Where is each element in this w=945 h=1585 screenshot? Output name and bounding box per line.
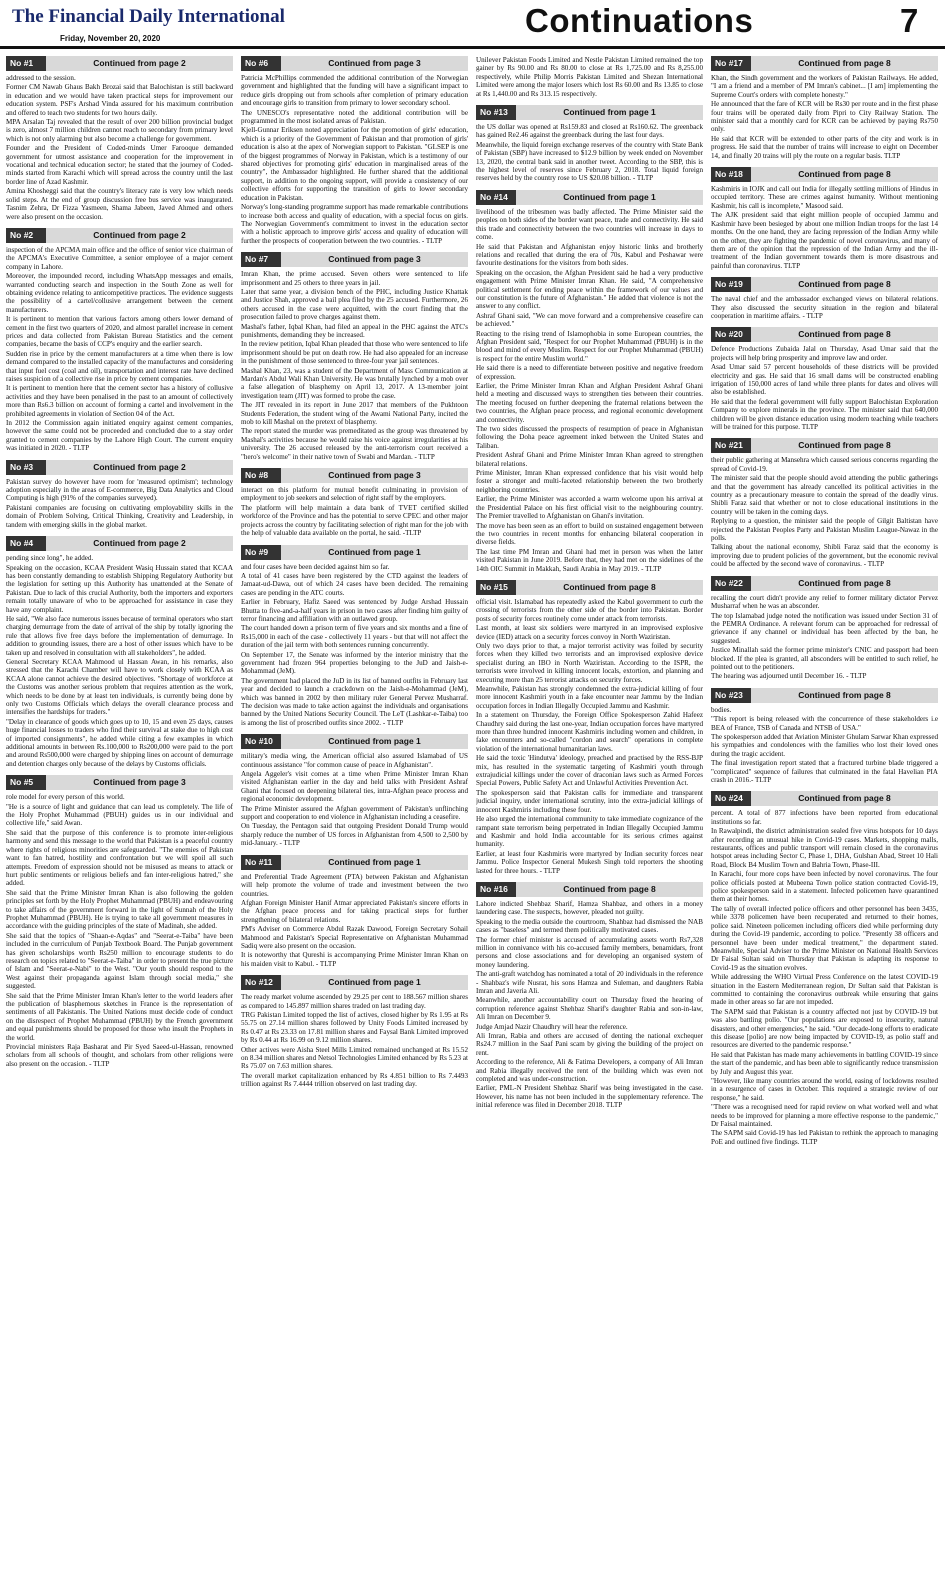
story-body (6, 478, 233, 529)
paragraph: pending since long", he added. (6, 554, 94, 563)
paragraph: Provincial ministers Raja Basharat and Pir Syed Saeed-ul-Hassan, renowned scholars from all schools of thought, and scholars from other religions were also present on the occasion. - TLTP (6, 1043, 233, 1068)
paragraph: He said that KCR will be extended to other parts of the city and work is in progress. He said that the number of trains will increase to eight on December 14, and finally 20 trains will ply the route on a regular basis. TLTP (711, 134, 938, 160)
paragraph: and Preferential Trade Agreement (PTA) between Pakistan and Afghanistan will help promote the volume of trade and investment between the two countries. (241, 872, 468, 898)
paragraph: The spokesperson said that Pakistan calls for immediate and transparent judicial inquiry, under international scrutiny, into the extra-judicial killings of innocent Kashmiris including these four. (476, 788, 703, 814)
paragraph: While addressing the WHO Virtual Press Conference on the latest COVID-19 situation in the Eastern Mediterranean region, Dr Sultan said that Pakistan is committed to containing the coronavirus outbreak while ensuring that gains made in other areas so far are not impeded. (711, 973, 938, 1007)
continued-story (476, 580, 703, 875)
story-number: No #6 (241, 56, 281, 71)
paragraph: She said that the topics of "Shaan-e-Aqdas" and "Seerat-e-Taiba" have been included in the curriculum of Punjab Textbook Board. The Punjab government has given scholarships worth Rs250 million to encourage students to do research on topics related to "Seerat-e-Taiba" in order to present the true picture of Islam and "Seerat-e-Nabi" to the West. "Our youth should respond to the West against their propaganda against Islam through social media," she suggested. (6, 931, 233, 991)
paragraph: inspection of the APCMA main office and the office of senior vice chairman of the APCMA's Executive Committee, a senior employee of a major cement company in Lahore. (6, 245, 233, 271)
paragraph: Kjell-Gunnar Eriksen noted appreciation for the promotion of girls' education, which is a priority of the Government of Pakistan and that promotion of girls' education is also at the apex of Norwegian support to Pakistan. "GLSEP is one of the biggest programmes of Norway in Pakistan, which is a testimony of our shared objectives for promoting girls' education in marginalised areas of the country", the Ambassador highlighted. He further shared that the additional support, in addition to the ongoing support, will provide a consistency of our collective efforts for supporting the transition of girls to lower secondary education in Pakistan. (241, 126, 468, 202)
story-header (711, 277, 938, 292)
story-header (241, 468, 468, 483)
paragraph: MPA Arsalan Taj revealed that the result of over 200 billion provincial budget is zero, almost 7 million children cannot reach to secondary from primary level which is not only alarming but also become a challenge for government. (6, 118, 233, 143)
paragraph: She said that the Prime Minister Imran Khan is also following the golden principles set forth by the Holy Prophet Muhammad (PBUH) and endeavouring to take affairs of the government forward in the light of Sunnah of the Holy Prophet Muhammad (PBUH). He is trying to take all government measures in accordance with the guiding principles of the state of Madinah, she added. (6, 888, 233, 931)
paragraph: role model for every person of this world. (6, 793, 125, 802)
paragraph: Only two days prior to that, a major terrorist activity was foiled by security forces when they killed two terrorists and an improvised explosive device specialist during an IBO in North Waziristan. According to the ISPR, the terrorists were involved in killing innocent locals, extortion, and planning and executing more than 25 terrorist attacks on security forces. (476, 641, 703, 684)
story-header (241, 545, 468, 560)
story-body (711, 74, 938, 160)
paragraph: Other actives were Aisha Steel Mills Limited remained unchanged at Rs 15.52 on 8.34 million shares and Netsol Technologies Limited enhanced by Rs 5.23 at Rs 75.07 on 7.63 million shares. (241, 1045, 468, 1071)
column-3 (476, 56, 703, 1581)
paragraph: Sudden rise in price by the cement manufacturers at a time when there is low demand compared to the installed capacity of the manufactures and considering that input fuel cost (coal and oil), transportation and interest rate have declined raises suspicion of a collective rise in price by cement companies. (6, 349, 233, 383)
continued-story (241, 252, 468, 461)
story-number: No #14 (476, 190, 516, 205)
paragraph: "He is a source of light and guidance that can lead us completely. The life of the Holy Prophet Muhammad (PBUH) guides us in our individual and collective life," said Awan. (6, 802, 233, 828)
paragraph: Amina Khosheggi said that the country's literacy rate is very low which needs solid steps. At the end of group discussion free bus service was inaugurated. Tasnim Zehra, Dr Fizza Yasmeen, Shama Jabeen, Javed Ahmed and others were also present on the occasion. (6, 187, 233, 221)
paragraph: The SAPM said that Pakistan is a country affected not just by COVID-19 but was also battling polio. "Our populations are exposed to insecurity, natural disasters, and other emergencies," he said. "Our decade-long efforts to eradicate this disease [polio] are now being impacted by COVID-19, as polio staff and resources are diverted to the pandemic response." (711, 1007, 938, 1050)
continued-story (241, 975, 468, 1088)
continued-from-label: Continued from page 3 (328, 254, 421, 265)
story-body (6, 554, 233, 768)
newspaper-name: The Financial Daily International (12, 6, 285, 27)
continued-from-label: Continued from page 1 (563, 191, 656, 202)
paragraph: He also urged the international community to take immediate cognizance of the rampant state terrorism being perpetrated in Indian Illegally Occupied Jammu and Kashmir and hold India accountable for its serious crimes against humanity. (476, 815, 703, 849)
paragraph: Pakistani companies are focusing on cultivating employability skills in the domain of Problem Solving, Critical Thinking, Creativity and Leadership, in tandem with emerging skills in the global market. (6, 503, 233, 529)
continued-from-label: Continued from page 8 (798, 793, 891, 804)
paragraph: Imran Khan, the prime accused. Seven others were sentenced to life imprisonment and 25 others to three years in jail. (241, 270, 468, 287)
paragraph: Ashraf Ghani said, "We can move forward and a comprehensive ceasefire can be achieved." (476, 311, 703, 329)
paragraph: Founder and the President of Coded-minds Umer Farooque demanded government for utmost assistance and cooperation for the improvement in vocational and technical education sector; he stated that the journey of Coded-minds started from Karachi which will spread across the country until the last border line of Azad Kashmir. (6, 144, 233, 186)
paragraph: The tally of overall infected police officers and other personnel has been 3435, while 3378 policemen have been recuperated and returned to their homes, police said. Nineteen policemen including officers died while performing duty during the Covid-19 pandemic, according to police. "Presently 38 officers and personnel have been under medical treatment," the department stated. Meanwhile, Special Adviser to the Prime Minister on National Health Services Dr Faisal Sultan said on Thursday that Pakistan is adapting its response to Covid-19 as the situation evolves. (711, 904, 938, 972)
paragraph: The overall market capitalization enhanced by Rs 4.851 billion to Rs 7.4493 trillion against Rs 7.4444 trillion observed on last trading day. (241, 1071, 468, 1089)
story-body (241, 74, 468, 245)
paragraph: On Tuesday, the Pentagon said that outgoing President Donald Trump would sharply reduce the number of US forces in Afghanistan from 4,500 to 2,500 by mid-January. - TLTP (241, 822, 468, 848)
paragraph: Speaking on the occasion, KCAA President Wasiq Hussain stated that KCAA has been constantly demanding to establish Shipping Regulatory Authority but the legislation for setting up this Authority has unattended at the Senate of Pakistan. Due to lack of this crucial Authority, both the importers and exporters remain totally unaware of who to be approached for assistance in case they have any complaint. (6, 563, 233, 614)
story-header (476, 580, 703, 595)
issue-date: Friday, November 20, 2020 (60, 34, 161, 43)
continued-from-label: Continued from page 3 (328, 470, 421, 481)
story-header (241, 855, 468, 870)
paragraph: A total of 41 cases have been registered by the CTD against the leaders of Jamaat-ud-Dawa, out of which 24 cases have been decided. The remaining cases are pending in the ATC courts. (241, 571, 468, 597)
paragraph: According to the reference, Ali & Fatima Developers, a company of Ali Imran and Rabia illegally received the rent of the building which was even not completed and was under-construction. (476, 1058, 703, 1084)
continued-from-label: Continued from page 8 (798, 169, 891, 180)
paragraph: The top Islamabad judge noted the notification was issued under Section 31 of the PEMRA Ordinance. A relevant forum can be approached for redressal of grievance if any channel or individual has been affected by the ban, he suggested. (711, 611, 938, 645)
paragraph: He said there is a need to differentiate between positive and negative freedom of expression. (476, 364, 703, 381)
paragraph: The hearing was adjourned until December 16. - TLTP (711, 672, 867, 681)
paragraph: bodies. (711, 705, 732, 714)
story-number: No #12 (241, 975, 281, 990)
column-2 (241, 56, 468, 1581)
continued-story (711, 791, 938, 1146)
paragraph: The report stated the murder was premeditated as the group was threatened by Mashal's activities because he would raise his voice against irregularities at his university. The 26 accused released by the anti-terrorism court received a "hero's welcome" in their native town of Swabi and Mardan. - TLTP (241, 427, 468, 461)
continued-story (711, 167, 938, 270)
story-body (711, 809, 938, 1146)
paragraph: The SAPM said Covid-19 has led Pakistan to rethink the approach to managing PoE and outlined five findings. TLTP (711, 1129, 938, 1146)
continued-story (6, 460, 233, 529)
story-number: No #11 (241, 855, 281, 870)
continued-from-label: Continued from page 1 (328, 856, 421, 867)
paragraph: The JIT revealed in its report in June 2017 that members of the Pukhtoon Students Federation, the student wing of the Awami National Party, incited the mob to kill Mashal on the pretext of blasphemy. (241, 401, 468, 427)
paragraph: He said that Pakistan and Afghanistan enjoy historic links and brotherly relations and recalled that during the era of 70s, Kabul and Peshawar were favourite destinations for the visitors from both sides. (476, 242, 703, 268)
story-body (241, 752, 468, 847)
story-number: No #9 (241, 545, 281, 560)
continued-story (476, 56, 703, 98)
continued-story (711, 56, 938, 160)
paragraph: Reacting to the rising trend of Islamophobia in some European countries, the Afghan President said, "Respect for our Prophet Muhammad (PBUH) is in the blood and mind of every Muslim. Respect for our Prophet Muhammad (PBUH) is respect for the entire Muslim world." (476, 329, 703, 363)
story-body (711, 456, 938, 568)
continued-from-label: Continued from page 1 (563, 107, 656, 118)
paragraph: Mashal's father, Iqbal Khan, had filed an appeal in the PHC against the ATC's punishments, demanding they be increased. (241, 322, 468, 339)
story-number: No #7 (241, 252, 281, 267)
story-body (476, 56, 703, 98)
paragraph: In Karachi, four more cops have been infected by novel coronavirus. The four police officials posted at Mubeena Town police station contracted Covid-19, police spokesperson said in a statement. Infected policemen have quarantined them at their homes. (711, 870, 938, 904)
paragraph: "There was a recognised need for rapid review on what worked well and what needs to be improved for planning a more effective response to the pandemic," Dr Faisal maintained. (711, 1103, 938, 1129)
header-rule (0, 46, 945, 49)
story-number: No #4 (6, 536, 46, 551)
continued-from-label: Continued from page 8 (798, 577, 891, 588)
paragraph: Lahore indicted Shehbaz Sharif, Hamza Shahbaz, and others in a money laundering case. The suspects, however, pleaded not guilty. (476, 899, 703, 917)
paragraph: Ali Imran, Rabia and others are accused of denting the national exchequer Rs24.7 million in the Saaf Pani scam by giving the building of the project on rent. (476, 1032, 703, 1057)
continued-story (241, 734, 468, 847)
column-4 (711, 56, 938, 1581)
paragraph: Moreover, the impounded record, including WhatsApp messages and emails, warranted conducting search and inspection in the South Zone as well for obtaining evidence relating to anticompetitive practices. The evidence suggests the possibility of a cartel/collusive arrangement between the cement manufacturers. (6, 272, 233, 314)
paragraph: The last time PM Imran and Ghani had met in person was when the latter visited Pakistan in June 2019. Before that, they had met on the sidelines of the 14th OIC Summit in Makkah, Saudi Arabia in May 2019. - TLTP (476, 547, 703, 573)
story-header (6, 228, 233, 243)
paragraph: Speaking on the occasion, the Afghan President said he had a very productive engagement with Prime Minister Imran Khan. He said, "A comprehensive political settlement for ending peace within the framework of our values and our constitution is the future of Afghanistan." He added that violence is not the answer to any conflict. (476, 268, 703, 311)
paragraph: percent. A total of 877 infections have been reported from educational institutions so far. (711, 809, 938, 826)
masthead (0, 0, 945, 64)
paragraph: It is noteworthy that Qureshi is accompanying Prime Minister Imran Khan on his maiden visit to Kabul. - TLTP (241, 951, 468, 968)
continued-story (476, 190, 703, 573)
paragraph: Meanwhile, the liquid foreign exchange reserves of the country with State Bank of Pakistan (SBP) have increased to $12.9 billion by week ended on November 13, 2020, the central bank said in another tweet. According to the SBP, this is the highest level of reserves since February 2, 2018. Total liquid foreign reserves held by the country rose to US $20.08 billion. - TLTP (476, 140, 703, 183)
story-header (6, 56, 233, 71)
paragraph: In the review petition, Iqbal Khan pleaded that those who were sentenced to life imprisonment should be put on death row. He had also appealed for an increase in the punishment of those sentenced to three-four year jail sentences. (241, 340, 468, 366)
story-number: No #5 (6, 775, 46, 790)
paragraph: recalling the court didn't provide any relief to former military dictator Pervez Musharraf when he was an absconder. (711, 593, 938, 611)
paragraph: The anti-graft watchdog has nominated a total of 20 individuals in the reference - Shahbaz's wife Nusrat, his sons Hamza and Suleman, and daughters Rabia Imran and Javeria Ali. (476, 970, 703, 995)
paragraph: Earlier in February, Hafiz Saeed was sentenced by Judge Arshad Hussain Bhutta to five-and-a-half years in prison in two cases after finding him guilty of terror financing and affiliation with an outlawed group. (241, 598, 468, 623)
paragraph: "This report is being released with the concurrence of these stakeholders i.e BEA of France, TSB of Canada and NTSB of USA." (711, 715, 938, 732)
paragraph: It is pertinent to mention that various factors among others lower demand of cement in the first two quarters of 2020, and almost parallel increase in cement prices and data collected from Pakistan Bureau Statistics and the cement companies, became the basis of CCP's enquiry and the earlier search. (6, 315, 233, 349)
story-header (711, 327, 938, 342)
continued-from-label: Continued from page 1 (328, 977, 421, 988)
story-header (241, 975, 468, 990)
continued-story (241, 855, 468, 968)
story-body (711, 295, 938, 320)
paragraph: Unilever Pakistan Foods Limited and Nestle Pakistan Limited remained the top gainer by Rs 90.00 and Rs 80.00 to close at Rs 1,725.00 and Rs 8,255.00 respectively, while Philip Morris Pakistan Limited and Shezan International Limited were among the major losers which lost Rs 60.00 and Rs 13.85 to close at Rs 1,440.00 and Rs 313.15 respectively. (476, 56, 703, 98)
story-body (241, 563, 468, 728)
story-number: No #22 (711, 576, 751, 591)
paragraph: Earlier, at least four Kashmiris were martyred by Indian security forces near Jammu. Police Inspector General Mukesh Singh told reporters the shooting lasted for three hours. - TLTP (476, 849, 703, 875)
story-body (476, 900, 703, 1110)
story-number: No #2 (6, 228, 46, 243)
continued-story (476, 882, 703, 1110)
story-number: No #19 (711, 277, 751, 292)
story-header (711, 56, 938, 71)
continued-from-label: Continued from page 1 (328, 736, 421, 747)
paragraph: PM's Adviser on Commerce Abdul Razak Dawood, Foreign Secretary Sohail Mahmood and Pakistan's Special Representative on Afghanistan Muhammad Sadiq were also present on the occasion. (241, 925, 468, 950)
continued-story (241, 468, 468, 537)
story-number: No #3 (6, 460, 46, 475)
paragraph: He said that Pakistan has made many achievements in battling COVID-19 since the start of the pandemic, and has been able to significantly reduce transmission by July and August this year. (711, 1050, 938, 1076)
paragraph: Angela Aggeler's visit comes at a time when Prime Minister Imran Khan visited Afghanistan earlier in the day and held talks with President Ashraf Ghani that focused on deepening bilateral ties, intra-Afghan peace process and regional economic development. (241, 770, 468, 804)
story-body (476, 123, 703, 183)
continued-from-label: Continued from page 2 (93, 538, 186, 549)
continued-from-label: Continued from page 8 (563, 581, 656, 592)
story-body (241, 993, 468, 1088)
continued-story (711, 576, 938, 681)
story-number: No #21 (711, 438, 751, 453)
paragraph: On September 17, the Senate was informed by the interior ministry that the government had frozen 964 properties belonging to the JuD and Jaish-e-Mohammad (JeM). (241, 650, 468, 676)
story-number: No #18 (711, 167, 751, 182)
story-body (711, 185, 938, 270)
story-number: No #24 (711, 791, 751, 806)
story-number: No #16 (476, 882, 516, 897)
story-body (711, 345, 938, 431)
paragraph: The Prime Minister assured the Afghan government of Pakistan's unflinching support and cooperation to end violence in Afghanistan including a ceasefire. (241, 804, 468, 822)
story-header (6, 460, 233, 475)
continued-story (711, 277, 938, 320)
paragraph: The government had placed the JuD in its list of banned outfits in February last year and decided to launch a crackdown on the Jaish-e-Mohammad (JeM), which was banned in 2002 by then military ruler General Pervez Musharraf. The decision was made to take action against the individuals and organisations banned by the United Nations Security Council. The LeT (Lashkar-e-Taiba) too is among the list of proscribed outfits since 2002. - TLTP (241, 676, 468, 727)
paragraph: The court handed down a prison term of five years and six months and a fine of Rs15,000 in each of the case - collectively 11 years - but that will not affect the duration of the jail term with both sentences running concurrently. (241, 624, 468, 650)
section-title: Continuations (525, 2, 754, 39)
paragraph: He said that the federal government will fully support Balochistan Exploration Company to explore minerals in the province. The minister said that 640,000 children will be given distance education using modern teaching while teachers will be trained for this purpose. TLTP (711, 397, 938, 431)
paragraph: Asad Umar said 57 percent households of these districts will be provided electricity and gas. He said that 16 small dams will be constructed enabling irrigation of 150,000 acres of land while three plants for dates and olives will also be established. (711, 363, 938, 397)
story-body (6, 74, 233, 221)
article-columns (6, 56, 940, 1581)
story-body (711, 706, 938, 785)
paragraph: The platform will help maintain a data bank of TVET certified skilled workforce of the Province and has the potential to serve CPEC and other major projects across the country by facilitating selection of right man for the job with the help of valuable data available on the portal, he said. -TLTP (241, 503, 468, 538)
story-header (711, 167, 938, 182)
paragraph: and four cases have been decided against him so far. (241, 562, 390, 571)
paragraph: Speaking to the media outside the courtroom, Shahbaz had dismissed the NAB cases as "baseless" and termed them politically motivated cases. (476, 917, 703, 935)
story-body (476, 598, 703, 875)
story-body (711, 594, 938, 681)
continued-from-label: Continued from page 3 (328, 58, 421, 68)
paragraph: Earlier, PML-N President Shehbaz Sharif was being investigated in the case. However, his name has not been included in the supplementary reference. The initial reference was filed in December 2018. TLTP (476, 1084, 703, 1110)
paragraph: General Secretary KCAA Mahmood ul Hassan Awan, in his remarks, also stressed that the Karachi Chamber will have to work closely with KCAA as KCAA alone cannot achieve the desired objectives. "Shortage of workforce at the Customs was another serious problem that requires attention as the work, which needs to be done by at least ten individuals, is currently being done by only two Customs Officials which delays the overall clearance process and intensifies the hardships for traders." (6, 657, 233, 717)
story-body (476, 208, 703, 573)
paragraph: Norway's long-standing programme support has made remarkable contributions to increase both access and quality of education, with a special focus on girls. The Norwegian Government's commitment to invest in the education sector with a holistic approach to improve girls' access and quality of education will further the prospects of cooperation between the two countries. - TLTP (241, 203, 468, 245)
paragraph: The move has been seen as an effort to build on sustained engagement between the two countries in recent months for enhancing bilateral cooperation in diverse fields. (476, 521, 703, 547)
paragraph: The two sides discussed the prospects of resumption of peace in Afghanistan following the Doha peace agreement inked between the United States and Taliban. (476, 425, 703, 450)
story-body (6, 793, 233, 1068)
paragraph: Justice Minallah said the former prime minister's CNIC and passport had been blocked. If the plea is granted, all absconders will be entitled to such relief, he pointed out to the petitioners. (711, 646, 938, 671)
paragraph: the US dollar was opened at Rs159.83 and closed at Rs160.62. The greenback has gained Re2.46 against the greenback during the last four days. (476, 123, 703, 140)
paragraph: Last month, at least six soldiers were martyred in an improvised explosive device (IED) attack on a security forces convoy in North Waziristan. (476, 624, 703, 641)
paragraph: their public gathering at Mansehra which caused serious concerns regarding the spread of Covid-19. (711, 456, 938, 473)
paragraph: Judge Amjad Nazir Chaudhry will hear the reference. (476, 1022, 628, 1031)
story-body (241, 873, 468, 968)
continued-story (6, 56, 233, 221)
paragraph: He said, "We also face numerous issues because of terminal operators who start charging demurrage from the date of arrival of the ship by totally ignoring the rule that allows five free days before the implementation of demurrage. In addition to grounding issues, there are a host of other issues which have to be taken up and resolved in consultation with all stakeholders", he added. (6, 614, 233, 657)
story-number: No #20 (711, 327, 751, 342)
paragraph: interact on this platform for mutual benefit culminating in provision of employment to job seekers and selection of right staff by the employers. (241, 486, 468, 503)
paragraph: Earlier, the Prime Minister was accorded a warm welcome upon his arrival at the Presidential Palace on his first official visit to the neighbouring country. The Premier travelled to Afghanistan on Ghani's invitation. (476, 495, 703, 521)
paragraph: Former CM Nawab Ghaus Bakh Brozai said that Balochistan is still backward in education and we would have taken practical steps for improvement our education system. PSF's Arshad Vinda assured for his maximum contribution and offered to teach two students for two hours daily. (6, 83, 233, 117)
continued-story (711, 327, 938, 431)
paragraph: military's media wing, the American official also assured Islamabad of US continuous assistance "for common cause of peace in Afghanistan". (241, 752, 468, 769)
story-number: No #23 (711, 688, 751, 703)
paragraph: Prime Minister, Imran Khan expressed confidence that his visit would help foster a stronger and multi-faceted relationship between the two brotherly neighboring countries. (476, 469, 703, 494)
paragraph: Pakistan survey do however have room for 'measured optimism'; technology adoption especially in the areas of E-commerce, Big Data Analytics and Cloud Computing is high (91% of the companies surveyed). (6, 477, 233, 503)
paragraph: The naval chief and the ambassador exchanged views on bilateral relations. They also discussed the security situation in the region and bilateral cooperation in maritime affairs. - TLTP (711, 295, 938, 320)
paragraph: She said that the Prime Minister Imran Khan's letter to the world leaders after the publication of blasphemous sketches in France is the representation of sentiments of all Pakistanis. The United Nations must decide code of conduct on the disrespect of Prophet Muhammad (PBUH) by the French government and equal punishments should be proposed for those who insult the Prophets in the world. (6, 991, 233, 1042)
paragraph: The former chief minister is accused of accumulating assets worth Rs7,328 million in connivance with his co-accused family members, benamidars, front persons and close associations and for developing an organised system of money laundering. (476, 935, 703, 969)
paragraph: He announced that the fare of KCR will be Rs30 per route and in the first phase four trains will be operated daily from Pipri to City Railway Station. The minister said that a monthly card for KCR can be achieved by paying Rs750 only. (711, 100, 938, 134)
story-body (6, 246, 233, 453)
paragraph: The spokesperson added that Aviation Minister Ghulam Sarwar Khan expressed his sympathies and condolences with the families who lost their loved ones during the tragic accident. (711, 732, 938, 758)
paragraph: She said that the purpose of this conference is to promote inter-religious harmony and send this message to the world that Pakistan is a peaceful country where rights of religious minorities are safeguarded. "The enemies of Pakistan want to fan hatred, hostility and confrontation but we will spoil all such attempts. Freedom of expression should not be misused as means to attack or hurt public sentiments or religious beliefs and fan inter-religious hatred," she added. (6, 828, 233, 888)
story-body (241, 270, 468, 461)
story-header (476, 190, 703, 205)
paragraph: Meanwhile, another accountability court on Thursday fixed the hearing of corruption reference against Shehbaz Sharif's daughter Rabia and son-in-law, Ali Imran on December 9. (476, 996, 703, 1022)
continued-from-label: Continued from page 3 (93, 777, 186, 788)
paragraph: President Ashraf Ghani and Prime Minister Imran Khan agreed to strengthen bilateral relations. (476, 451, 703, 468)
paragraph: He said the toxic 'Hindutva' ideology, preached and practised by the RSS-BJP mix, has resulted in the systematic targeting of Kashmiri youth through extrajudicial killings under the cover of draconian laws such as Armed Forces Special Powers, Public Safety Act and Unlawful Activities Prevention Act. (476, 754, 703, 788)
paragraph: Defence Productions Zubaida Jalal on Thursday, Asad Umar said that the projects will help bring prosperity and improve law and order. (711, 345, 938, 362)
paragraph: Kashmiris in IOJK and call out India for illegally settling millions of Hindus in occupied territory. These are crimes against humanity. Without mentioning Kashmir, his call is incomplete," Masood said. (711, 185, 938, 210)
continued-from-label: Continued from page 8 (798, 58, 891, 68)
paragraph: Patricia McPhillips commended the additional contribution of the Norwegian government and highlighted that the funding will have a significant impact to reduce girls dropping out from schools after completion of primary education and encourage girls to transition from primary to lower secondary school. (241, 74, 468, 108)
story-number: No #15 (476, 580, 516, 595)
continued-from-label: Continued from page 2 (93, 229, 186, 240)
continued-from-label: Continued from page 8 (563, 883, 656, 894)
story-number: No #10 (241, 734, 281, 749)
continued-story (711, 438, 938, 568)
paragraph: "Delay in clearance of goods which goes up to 10, 15 and even 25 days, causes huge financial losses to traders who find their survival at stake due to high cost of imported consignments", he added while citing a few examples in which additional amounts in between Rs.100,000 to Rs200,000 were paid to the port and around Rs500,000 were charged by shipping lines on account of demurrage and detention charges only because of the delays by Customs officials. (6, 717, 233, 768)
story-header (711, 791, 938, 806)
continued-from-label: Continued from page 1 (328, 546, 421, 557)
story-header (711, 438, 938, 453)
paragraph: TRG Pakistan Limited topped the list of actives, closed higher by Rs 1.95 at Rs 55.75 on 27.14 million shares followed by Unity Foods Limited increased by Rs 0.47 at Rs 23.33 on 17.81 million shares and Faysal Bank Limited improved by Rs 0.44 at Rs 16.99 on 9.12 million shares. (241, 1010, 468, 1045)
paragraph: The ready market volume ascended by 29.25 per cent to 188.567 million shares as compared to 145.897 million shares traded on last trading day. (241, 993, 468, 1010)
page-number: 7 (900, 2, 919, 39)
paragraph: The AJK president said that eight million people of occupied Jammu and Kashmir have been besieged by about one million Indian troops for the last 14 months. On the one hand, they are facing repression of the Indian Army while on the other, they are fighting the pandemic of novel coronavirus, and many of them are of the opinion that the repression of the Indian Army and the ill-treatment of the Indian government towards them is more disastrous and painful than coronavirus. TLTP (711, 211, 938, 270)
continued-story (6, 228, 233, 453)
story-header (241, 56, 468, 71)
continued-story (6, 536, 233, 768)
paragraph: In a statement on Thursday, the Foreign Office Spokesperson Zahid Hafeez Chaudhry said during the last one-year, Indian occupation forces have martyred more than three hundred innocent Kashmiris including women and children, in fake encounters and so-called "cordon and search" operations in complete violation of the international humanitarian laws. (476, 711, 703, 753)
continued-from-label: Continued from page 8 (798, 440, 891, 451)
paragraph: Afghan Foreign Minister Hanif Atmar appreciated Pakistan's sincere efforts in the Afghan peace process and for taking practical steps for further strengthening of bilateral relations. (241, 898, 468, 924)
continued-from-label: Continued from page 2 (93, 461, 186, 472)
paragraph: Replying to a question, the minister said the people of Gilgit Baltistan have rejected the Pakistan Peoples Party and Pakistan Muslim League-Nawaz in the polls. (711, 517, 938, 543)
paragraph: "However, like many countries around the world, easing of lockdowns resulted in a resurgence of cases in October. This required a strategic review of our response," he said. (711, 1077, 938, 1102)
paragraph: Mashal Khan, 23, was a student of the Department of Mass Communication at Mardan's Abdul Wali Khan University. He was brutally lynched by a mob over a false allegation of blasphemy on April 13, 2017. A 13-member joint investigation team (JIT) was formed to probe the case. (241, 366, 468, 400)
paragraph: Khan, the Sindh government and the workers of Pakistan Railways. He added, "I am a friend and a member of PM Imran's cabinet... [I am] implementing the Supreme Court's orders with complete honesty." (711, 74, 938, 99)
paragraph: In 2012 the Commission again initiated enquiry against cement companies, however the same could not be proceeded and concluded due to a stay order granted to cement companies by the Lahore High Court. The current enquiry was initiated in 2020. - TLTP (6, 419, 233, 453)
story-header (241, 734, 468, 749)
story-header (6, 536, 233, 551)
paragraph: Talking about the national economy, Shibli Faraz said that the economy is improving due to prudent policies of the government, but the economic revival could be affected by the second wave of coronavirus. - TLTP (711, 543, 938, 569)
continued-story (6, 775, 233, 1068)
paragraph: livelihood of the tribesmen was badly affected. The Prime Minister said the peoples on both sides of the border want peace, trade and connectivity. He said this trade and connectivity between the two countries will increase in days to come. (476, 207, 703, 242)
story-header (241, 252, 468, 267)
paragraph: The final investigation report stated that a fractured turbine blade triggered a "complicated" sequence of failures that culminated in the fatal Havelian PIA crash in 2016.- TLTP (711, 759, 938, 784)
story-body (241, 486, 468, 537)
continued-story (711, 688, 938, 785)
paragraph: Meanwhile, Pakistan has strongly condemned the extra-judicial killing of four more innocent Kashmiri youth in a fake encounter near Jammu by the Indian occupation forces in Indian Illegally Occupied Jammu and Kashmir. (476, 685, 703, 710)
story-number: No #8 (241, 468, 281, 483)
story-header (6, 775, 233, 790)
continued-from-label: Continued from page 8 (798, 279, 891, 290)
paragraph: It is pertinent to mention here that the cement sector has a history of collusive activities and they have been penalised in the past to an amount of collectively more than Rs6.3 billion on account of forming a cartel and involvement in the prohibited agreements in violation of Section 04 of the Act. (6, 384, 233, 418)
story-number: No #13 (476, 105, 516, 120)
story-number: No #17 (711, 56, 751, 71)
story-header (711, 576, 938, 591)
paragraph: The minister said that the people should avoid attending the public gatherings and that the government has already cancelled its political activities in the country as a precautionary measure to contain the spread of the deadly virus. Shibli Faraz said that whether or not to close educational institutions in the country will be taken in the coming days. (711, 474, 938, 516)
story-header (476, 105, 703, 120)
paragraph: Earlier, the Prime Minister Imran Khan and Afghan President Ashraf Ghani held a meeting and discussed ways to strengthen ties between their countries. The meeting focused on further deepening the fraternal relations between the two countries, the Afghan peace process, and regional economic development and connectivity. (476, 382, 703, 424)
continued-from-label: Continued from page 8 (798, 689, 891, 700)
paragraph: The UNESCO's representative noted the additional contribution will be programmed in the most isolated areas of Pakistan. (241, 108, 468, 126)
paragraph: In Rawalpindi, the district administration sealed five virus hotspots for 10 days after recording an unusual hike in Covid-19 cases. Markets, shopping malls, restaurants, offices and public transport will remain closed in the coronavirus hotspot areas including Sector C, Phase 1, DHA, Gulshan Abad, Street 10 Hali Road, Block B4 Muslim Town and Bahria Town, Phase-III. (711, 827, 938, 869)
paragraph: official visit. Islamabad has repeatedly asked the Kabul government to curb the crossing of terrorists from the other side of the border into Pakistan. Border posts of security forces routinely come under attack from terrorists. (476, 597, 703, 623)
continued-from-label: Continued from page 8 (798, 329, 891, 340)
continued-from-label: Continued from page 2 (93, 58, 186, 68)
paragraph: Later that same year, a division bench of the PHC, including Justice Khattak and Justice Shah, approved a bail plea filed by the 25 accused. Furthermore, 26 others accused in the case were acquitted, with the court finding that the prosecution failed to prove charges against them. (241, 287, 468, 322)
continued-story (476, 105, 703, 183)
story-number: No #1 (6, 56, 46, 71)
story-header (711, 688, 938, 703)
continued-story (241, 56, 468, 245)
column-1 (6, 56, 233, 1581)
paragraph: addressed to the session. (6, 74, 76, 82)
continued-story (241, 545, 468, 728)
story-header (476, 882, 703, 897)
